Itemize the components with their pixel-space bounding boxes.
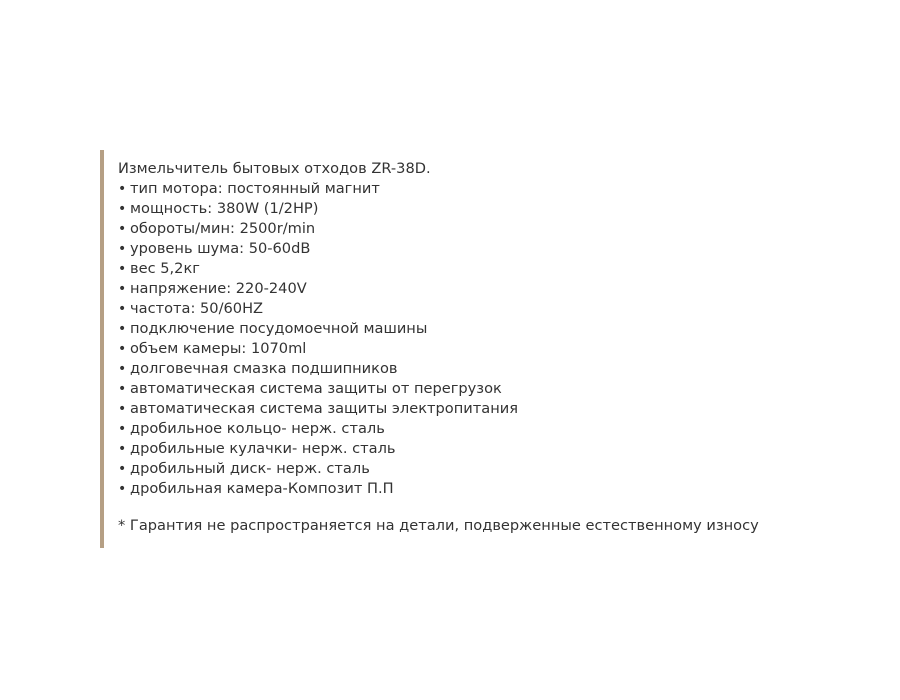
bullet-icon: • [118,201,127,217]
spec-text: дробильные кулачки- нерж. сталь [130,440,396,457]
spec-item [118,459,800,479]
spec-text: частота: 50/60HZ [130,300,264,317]
bullet-icon: • [118,481,127,497]
spec-text: автоматическая система защиты от перегрузок [130,380,502,397]
bullet-icon: • [118,341,127,357]
spec-block [100,150,800,548]
spec-text: обороты/мин: 2500r/min [130,220,316,237]
spec-text: объем камеры: 1070ml [130,340,307,357]
bullet-icon: • [118,401,127,417]
bullet-icon: • [118,221,127,237]
bullet-icon: • [118,281,127,297]
spec-item [118,319,800,339]
bullet-icon: • [118,301,127,317]
bullet-icon: • [118,361,127,377]
spec-text: мощность: 380W (1/2HP) [130,200,319,217]
spec-text: вес 5,2кг [130,260,200,277]
warranty-note: * Гарантия не распространяется на детали, подверженные естественному износу [118,517,759,534]
spec-text: уровень шума: 50-60dB [130,240,311,257]
spec-list [118,179,800,499]
spec-text: долговечная смазка подшипников [130,360,398,377]
bullet-icon: • [118,381,127,397]
product-title: Измельчитель бытовых отходов ZR-38D. [118,160,431,177]
spec-item [118,239,800,259]
spec-item [118,359,800,379]
bullet-icon: • [118,321,127,337]
spec-item [118,279,800,299]
spec-item [118,479,800,499]
bullet-icon: • [118,241,127,257]
bullet-icon: • [118,461,127,477]
spec-item [118,219,800,239]
spec-item [118,179,800,199]
spec-item [118,199,800,219]
bullet-icon: • [118,261,127,277]
bullet-icon: • [118,181,127,197]
spec-item [118,379,800,399]
bullet-icon: • [118,441,127,457]
spec-item [118,259,800,279]
spec-text: дробильное кольцо- нерж. сталь [130,420,385,437]
spec-text: напряжение: 220-240V [130,280,307,297]
spec-text: тип мотора: постоянный магнит [130,180,380,197]
bullet-icon: • [118,421,127,437]
spec-text: дробильный диск- нерж. сталь [130,460,370,477]
spec-text: автоматическая система защиты электропитания [130,400,519,417]
spec-item [118,399,800,419]
spec-text: дробильная камера-Композит П.П [130,480,394,497]
spec-item [118,339,800,359]
spec-text: подключение посудомоечной машины [130,320,428,337]
spec-item [118,439,800,459]
spec-item [118,419,800,439]
spec-item [118,299,800,319]
